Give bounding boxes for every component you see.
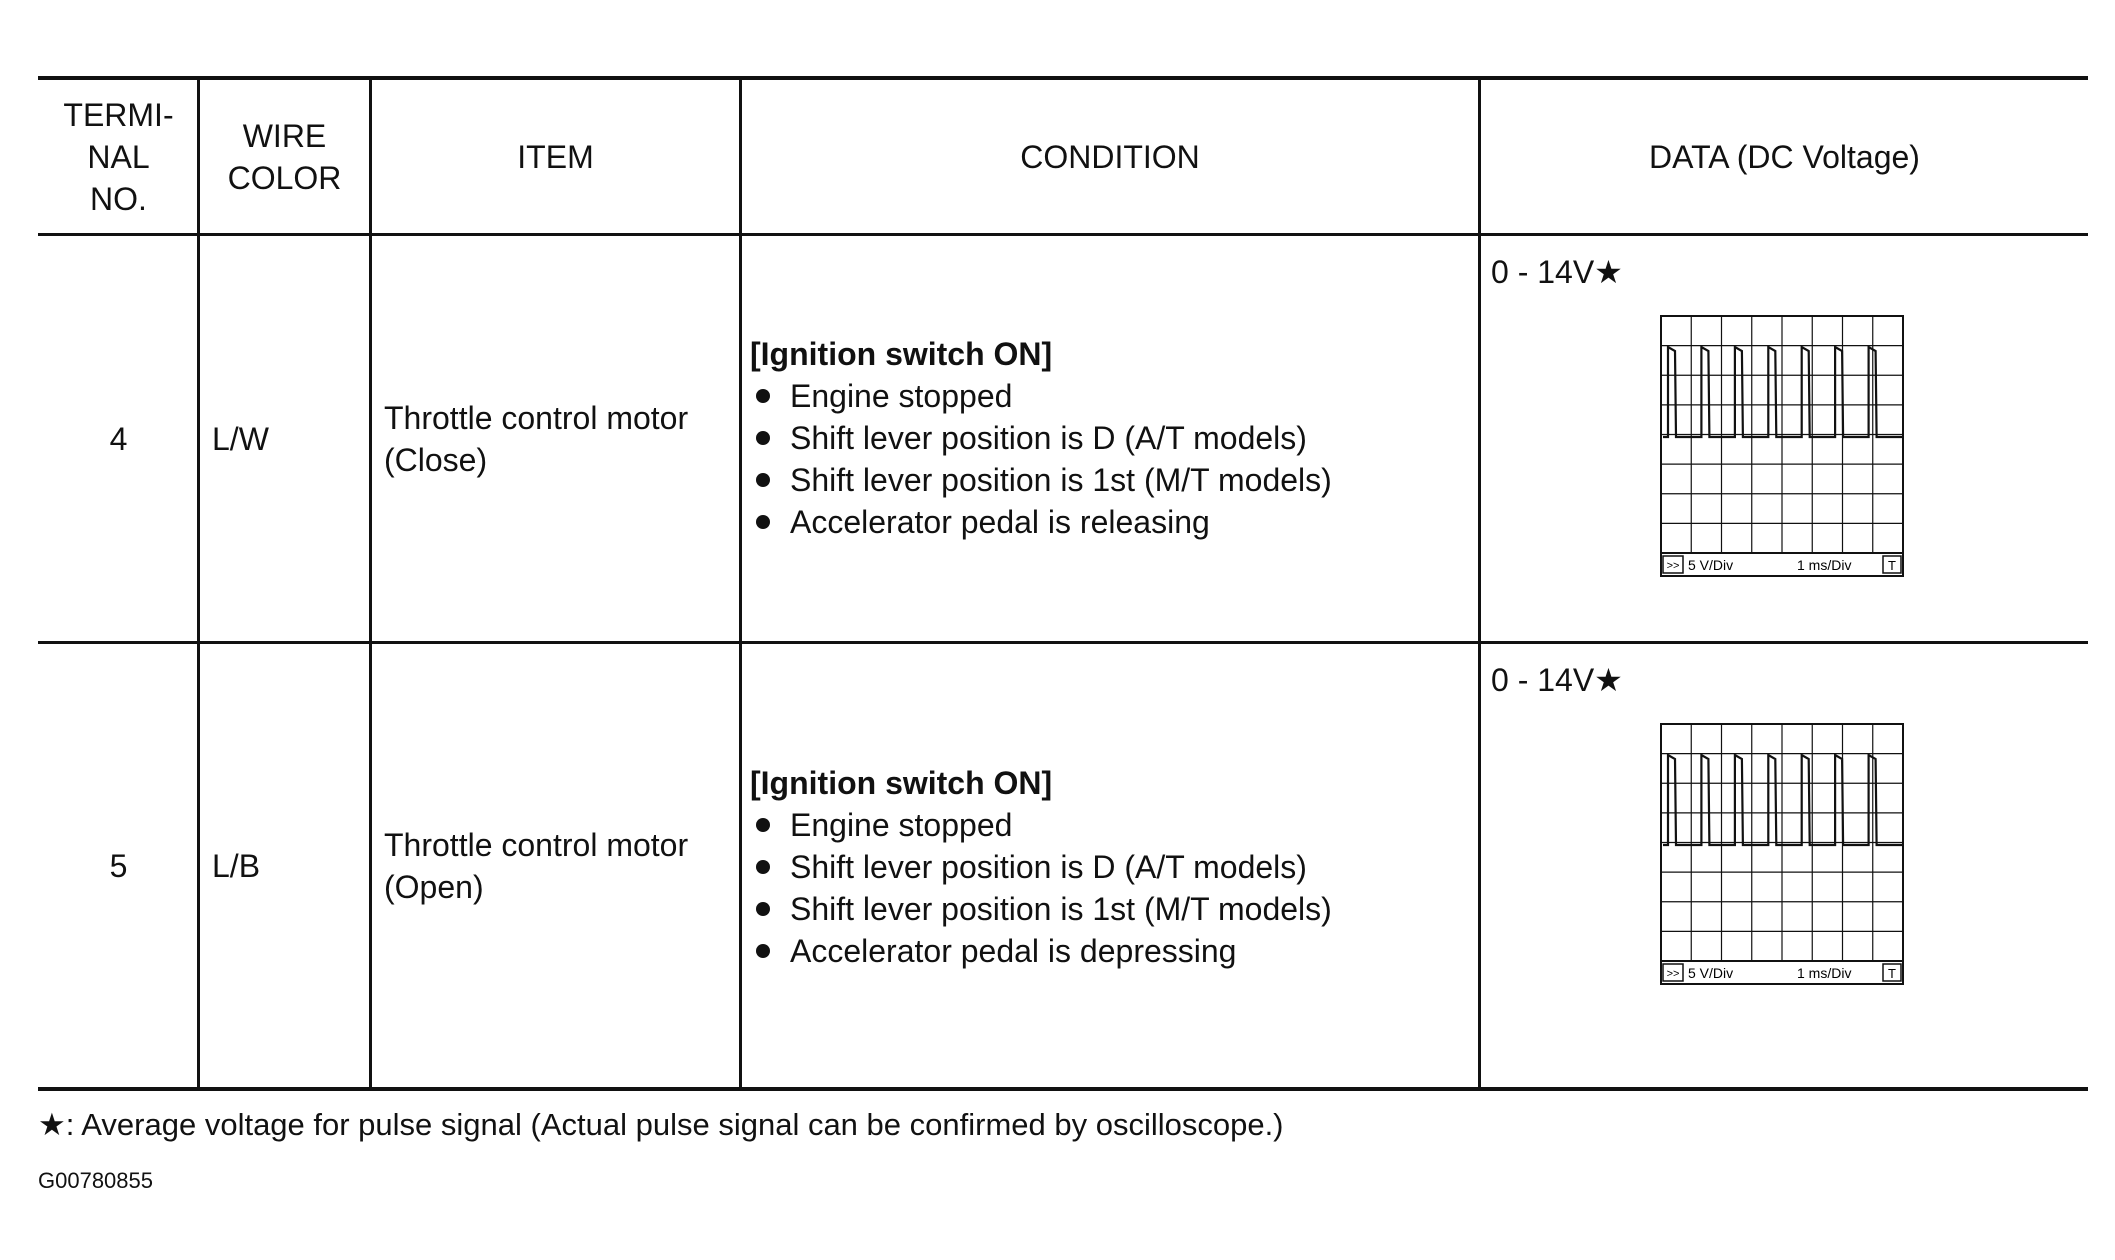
scope-vdiv-label: 5 V/Div [1688,965,1734,981]
table-bottom-border [38,1087,2088,1091]
header-item: ITEM [517,138,594,175]
bullet-icon [756,389,770,403]
figure-code: G00780855 [38,1168,153,1193]
scope-tdiv-label: 1 ms/Div [1797,965,1852,981]
row2-condition-item: Accelerator pedal is depressing [750,930,1332,972]
scope-vdiv-label: 5 V/Div [1688,557,1734,573]
bullet-icon [756,515,770,529]
row1-terminal: 4 [109,420,128,457]
row2-terminal: 5 [109,847,128,884]
row1-condition-item: Engine stopped [750,375,1332,417]
bullet-icon [756,860,770,874]
header-terminal-no: TERMI- NAL NO. [63,96,174,217]
bullet-icon [756,473,770,487]
row1-item: Throttle control motor (Close) [384,399,689,478]
row2-oscilloscope-waveform [1660,723,1904,985]
row1-wire-color: L/W [212,420,269,457]
bullet-icon [756,944,770,958]
row1-condition-item: Shift lever position is 1st (M/T models) [750,459,1332,501]
scope-left-marker: >> [1666,968,1680,980]
row1-condition-item: Accelerator pedal is releasing [750,501,1332,543]
row2-condition [750,762,1332,972]
row1-condition-item: Shift lever position is D (A/T models) [750,417,1332,459]
scope-right-marker: T [1888,966,1896,981]
row1-voltage: 0 - 14V★ [1491,254,1623,290]
row2-wire-color: L/B [212,847,261,884]
scope-tdiv-label: 1 ms/Div [1797,557,1852,573]
row2-condition-item: Engine stopped [750,804,1332,846]
header-wire-color: WIRE COLOR [227,117,342,196]
scope-left-marker: >> [1666,560,1680,572]
bullet-icon [756,818,770,832]
header-condition: CONDITION [1020,138,1200,175]
row1-condition [750,333,1332,543]
row2-condition-title: [Ignition switch ON] [750,765,1053,801]
row2-condition-item: Shift lever position is D (A/T models) [750,846,1332,888]
row1-condition-title: [Ignition switch ON] [750,336,1053,372]
bullet-icon [756,431,770,445]
row2-condition-item: Shift lever position is 1st (M/T models) [750,888,1332,930]
bullet-icon [756,902,770,916]
header-data: DATA (DC Voltage) [1649,138,1920,175]
row2-voltage: 0 - 14V★ [1491,662,1623,698]
row1-oscilloscope-waveform [1660,315,1904,577]
row2-item: Throttle control motor (Open) [384,826,689,905]
footnote: ★: Average voltage for pulse signal (Actual pulse signal can be confirmed by oscilloscope.) [38,1107,1284,1142]
scope-right-marker: T [1888,558,1896,573]
